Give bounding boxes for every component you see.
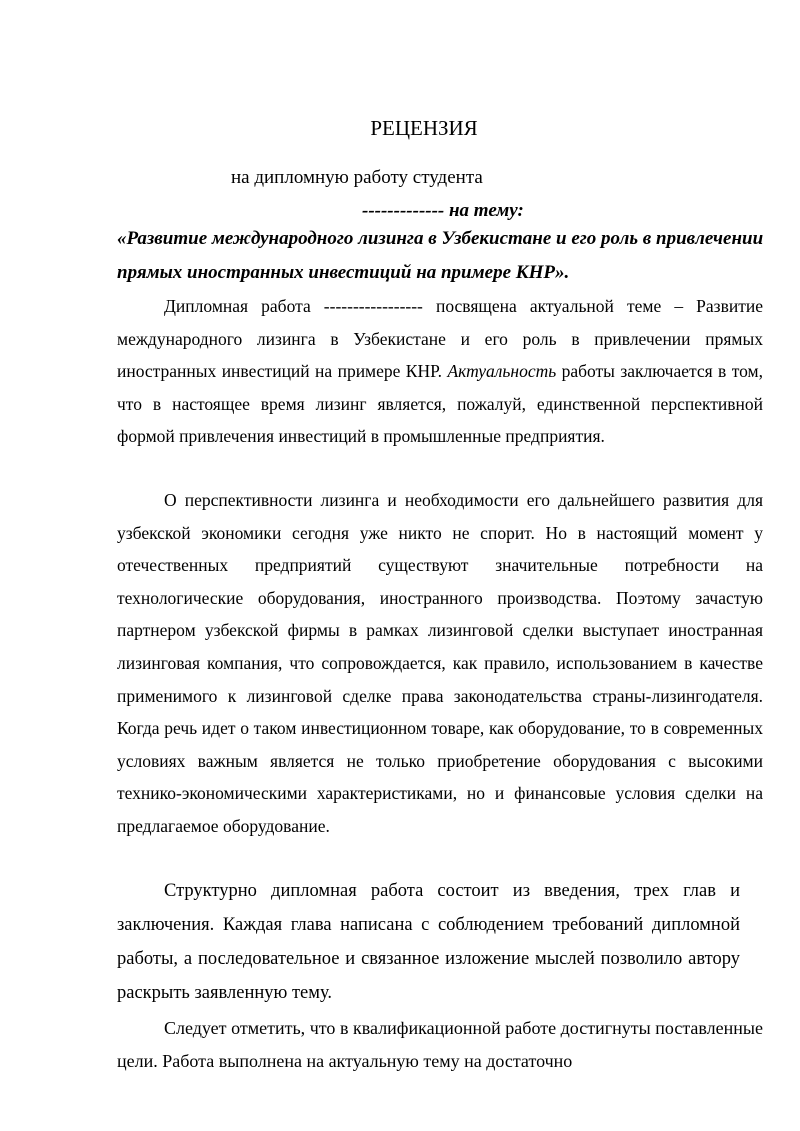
thesis-topic: «Развитие международного лизинга в Узбекистане и его роль в привлечении прямых иностранных инвестиций на примере КНР». — [117, 228, 764, 283]
theme-line: ------------- на тему: — [362, 200, 524, 221]
paragraph-1-emphasis: Актуальность — [447, 361, 557, 382]
paragraph-1 — [117, 290, 763, 453]
paragraph-4-text: Следует отметить, что в квалификационной работе достигнуты поставленные цели. Работа выполнена на актуальную тему на достаточно — [117, 1018, 763, 1071]
paragraph-2-text: О перспективности лизинга и необходимости его дальнейшего развития для узбекской экономики сегодня уже никто не спорит. Но в настоящий момент у отечественных предприятий существуют значительные потребности на технологические оборудования, иностранного производства. Поэтому зачастую партнером узбекской фирмы в рамках лизинговой сделки выступает иностранная лизинговая компания, что сопровождается, как правило, использованием в качестве применимого к лизинговой сделке права законодательства страны-лизингодателя. Когда речь идет о таком инвестиционном товаре, как оборудование, то в современных условиях важным является не только приобретение оборудования с высокими технико-экономическими характеристиками, но и финансовые условия сделки на предлагаемое оборудование. — [117, 490, 763, 836]
paragraph-3 — [117, 874, 740, 1010]
paragraph-2 — [117, 484, 763, 843]
paragraph-1-part-2: работы заключается в том, что в настоящее время лизинг является, пожалуй, единственной перспективной формой привлечения инвестиций в промышленные предприятия. — [117, 361, 763, 447]
paragraph-1-part-1: Дипломная работа ----------------- посвящена актуальной теме – Развитие международного лизинга в Узбекистане и его роль в привлечении прямых иностранных инвестиций на примере КНР. — [117, 296, 763, 382]
document-title: РЕЦЕНЗИЯ — [370, 116, 478, 140]
document-subtitle: на дипломную работу студента — [231, 167, 483, 188]
paragraph-4 — [117, 1012, 763, 1078]
paragraph-3-text: Структурно дипломная работа состоит из введения, трех глав и заключения. Каждая глава написана с соблюдением требований дипломной работы, а последовательное и связанное изложение мыслей позволило автору раскрыть заявленную тему. — [117, 881, 740, 1003]
